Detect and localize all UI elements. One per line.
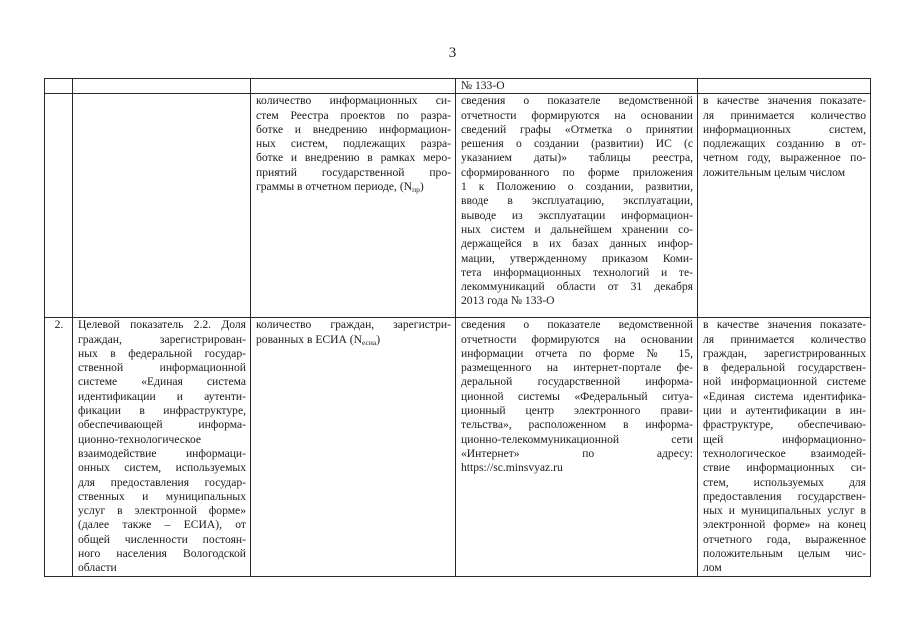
- cell-text-line: ционно-технологическое: [78, 432, 202, 446]
- cell-text-line: (далее также – ЕСИА), от: [78, 518, 246, 532]
- cell-text-line: держащейся в их базах данных инфор-: [461, 237, 693, 251]
- table-row: [45, 94, 871, 318]
- cell-text-line: граждан, зарегистрированных: [703, 346, 866, 360]
- page-number: 3: [448, 45, 457, 61]
- cell-text-line: сведений графы «Отметка о принятии: [461, 122, 693, 136]
- cell-text-line: ля принимается количество: [703, 108, 866, 122]
- cell-text-line: щей информационно-: [703, 432, 866, 446]
- cell-text-line: [256, 180, 451, 194]
- cell-text-line: ложительным целым числом: [703, 165, 846, 179]
- cell-number: [45, 318, 73, 577]
- cell-text-line: лекоммуникаций области от 31 декабря: [461, 280, 693, 294]
- cell-text-line: ного населения Вологодской: [78, 547, 246, 561]
- cell-text-line: в федеральной государствен-: [703, 361, 866, 375]
- cell-text-line: ственной информационной: [78, 361, 246, 375]
- cell-variable: [251, 94, 456, 318]
- cell-text-line: информации отчета по форме № 15,: [461, 346, 693, 360]
- cell-text-line: мации, утвержденному приказом Коми-: [461, 251, 693, 265]
- cell-text-line: ной информационной системе: [703, 375, 866, 389]
- cell-text-line: решения о создании (развитии) ИС (с: [461, 137, 693, 151]
- cell-text-line: фикации в инфраструктуре,: [78, 404, 246, 418]
- cell-text-line: [256, 333, 451, 347]
- cell-indicator-name: [73, 318, 251, 577]
- cell-text-line: стем Реестра проектов по разра-: [256, 108, 451, 122]
- cell-number: [45, 79, 73, 94]
- cell-text-line: размещенного на интернет-портале фе-: [461, 361, 693, 375]
- cell-text-line: выводе из эксплуатации информацион-: [461, 208, 693, 222]
- cell-text-line: «Интернет» по адресу:: [461, 446, 693, 460]
- variable-close: ): [376, 332, 381, 346]
- cell-source: [456, 79, 698, 94]
- cell-text-line: ционный центр электронного прави-: [461, 404, 693, 418]
- cell-calculation: [698, 79, 871, 94]
- cell-text-line: лом: [703, 561, 722, 575]
- variable-text: граммы в отчетном периоде, (N: [256, 180, 413, 194]
- cell-text-line: онных систем, используемых: [78, 461, 246, 475]
- cell-text-line: в качестве значения показате-: [703, 318, 866, 332]
- cell-text-line: 2013 года № 133-О: [461, 294, 555, 308]
- variable-subscript: есиа: [362, 337, 377, 347]
- cell-text-line: Целевой показатель 2.2. Доля: [78, 318, 246, 332]
- cell-text-line: ботке и внедрению в рамках меро-: [256, 151, 451, 165]
- table-row: [45, 318, 871, 577]
- cell-text-line: ных и муниципальных услуг в: [703, 504, 866, 518]
- cell-text-line: информационных систем,: [703, 122, 866, 136]
- row-number: 2.: [54, 318, 64, 332]
- cell-text-line: приятий государственной про-: [256, 165, 451, 179]
- table-row-continuation: [45, 79, 871, 94]
- cell-text-line: указанием даты)» таблицы реестра,: [461, 151, 693, 165]
- cell-text-line: ционно-телекоммуникационной сети: [461, 432, 693, 446]
- cell-text-line: идентификации и аутенти-: [78, 389, 246, 403]
- cell-indicator-name: [73, 79, 251, 94]
- indicator-table: [44, 78, 871, 577]
- cell-text-line: четном году, выраженное по-: [703, 151, 866, 165]
- cell-source: [456, 318, 698, 577]
- cell-text-line: ствие информационных си-: [703, 461, 866, 475]
- cell-text-line: ных в федеральной государ-: [78, 346, 246, 360]
- cell-text-line: ля принимается количество: [703, 332, 866, 346]
- variable-text: рованных в ЕСИА (N: [256, 332, 363, 346]
- cell-source: [456, 94, 698, 318]
- cell-text-line: положительным целым чис-: [703, 547, 866, 561]
- cell-text-line: https://sc.minsvyaz.ru: [461, 461, 563, 475]
- cell-text-line: услуг в электронной форме»: [78, 504, 246, 518]
- cell-calculation: [698, 318, 871, 577]
- cell-text-line: обеспечивающей информа-: [78, 418, 246, 432]
- cell-text-line: взаимодействие информаци-: [78, 446, 246, 460]
- cell-text-line: фраструктуре, обеспечиваю-: [703, 418, 866, 432]
- variable-close: ): [419, 180, 424, 194]
- cell-text-line: сведения о показателе ведомственной: [461, 318, 693, 332]
- cell-calculation: [698, 94, 871, 318]
- cell-text-line: ционной системы «Федеральный ситуа-: [461, 389, 693, 403]
- cell-text-line: количество граждан, зарегистри-: [256, 318, 451, 332]
- cell-text-line: системе «Единая система: [78, 375, 246, 389]
- cell-text-line: для предоставления государ-: [78, 475, 246, 489]
- cell-variable: [251, 79, 456, 94]
- cell-text-line: общей численности постоян-: [78, 532, 246, 546]
- cell-text-line: ных систем, подлежащих разра-: [256, 137, 451, 151]
- cell-text-line: стем, используемых для: [703, 475, 866, 489]
- cell-text-line: отчетного года, выраженное: [703, 532, 866, 546]
- cell-text-line: предоставления государствен-: [703, 489, 866, 503]
- cell-variable: [251, 318, 456, 577]
- cell-text-line: области: [78, 561, 117, 575]
- cell-text-line: электронной форме» на конец: [703, 518, 866, 532]
- cell-text-line: ции и аутентификации в ин-: [703, 404, 866, 418]
- cell-text-line: тета информационных технологий и те-: [461, 265, 693, 279]
- cell-text-line: ботке и внедрению информацион-: [256, 122, 451, 136]
- cell-text-line: № 133-О: [461, 79, 505, 92]
- cell-text-line: ственных и муниципальных: [78, 489, 246, 503]
- cell-text-line: вводе в эксплуатацию, эксплуатации,: [461, 194, 693, 208]
- cell-indicator-name: [73, 94, 251, 318]
- cell-text-line: отчетности формируются на основании: [461, 108, 693, 122]
- cell-text-line: в качестве значения показате-: [703, 94, 866, 108]
- cell-text-line: подлежащих созданию в от-: [703, 137, 866, 151]
- variable-subscript: пр: [412, 185, 420, 195]
- cell-text-line: граждан, зарегистрирован-: [78, 332, 246, 346]
- cell-text-line: сведения о показателе ведомственной: [461, 94, 693, 108]
- cell-text-line: деральной государственной информа-: [461, 375, 693, 389]
- cell-text-line: технологическое взаимодей-: [703, 446, 866, 460]
- cell-text-line: ных систем и дальнейшем хранении со-: [461, 222, 693, 236]
- cell-text-line: количество информационных си-: [256, 94, 451, 108]
- cell-text-line: 1 к Положению о создании, развитии,: [461, 180, 693, 194]
- cell-text-line: отчетности формируются на основании: [461, 332, 693, 346]
- cell-number: [45, 94, 73, 318]
- cell-text-line: «Единая система идентифика-: [703, 389, 866, 403]
- cell-text-line: сформированного по форме приложения: [461, 165, 693, 179]
- cell-text-line: тельства», расположенном в информа-: [461, 418, 693, 432]
